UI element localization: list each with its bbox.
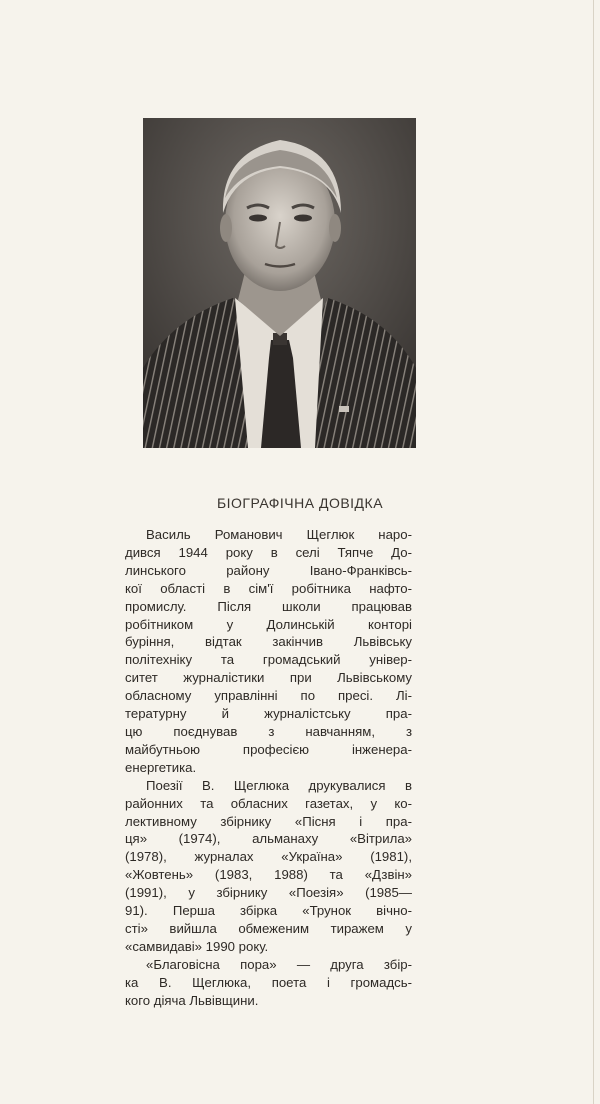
portrait-image [143,118,416,448]
text-line: (1991), у збірнику «Поезія» (1985— [125,885,412,901]
text-line: (1978), журналах «Україна» (1981), [125,849,412,865]
text-line: ця» (1974), альманаху «Вітрила» [125,831,412,847]
text-line: районних та обласних газетах, у ко- [125,795,412,811]
text-line: Поезії В. Щеглюка друкувалися в [146,777,412,793]
text-line: майбутньою професією інженера- [125,741,412,757]
bio-paragraph-2 [125,777,412,956]
text-line: сті» вийшла обмеженим тиражем у [125,920,412,936]
biography-text [125,526,412,1009]
text-line: кого діяча Львівщини. [125,992,259,1008]
text-line: линського району Івано-Франківсь- [125,562,412,578]
page-edge [593,0,594,1104]
text-line: лективному збірнику «Пісня і пра- [125,813,412,829]
text-line: робітником у Долинській конторі [125,616,412,632]
bio-paragraph-1 [125,526,412,777]
text-line: промислу. Після школи працював [125,598,412,614]
author-portrait-photo [143,118,416,448]
text-line: буріння, відтак закінчив Львівську [125,634,412,650]
text-line: політехніку та громадський універ- [125,652,412,668]
text-line: дився 1944 року в селі Тяпче До- [125,544,412,560]
text-line: «Жовтень» (1983, 1988) та «Дзвін» [125,867,412,883]
text-line: «самвидаві» 1990 року. [125,938,269,954]
text-line: енергетика. [125,759,197,775]
text-line: Василь Романович Щеглюк наро- [146,527,412,542]
section-heading: БІОГРАФІЧНА ДОВІДКА [216,495,384,511]
text-line: ка В. Щеглюка, поета і громадсь- [125,974,412,990]
text-line: «Благовісна пора» — друга збір- [146,956,412,972]
bio-paragraph-3 [125,956,412,1010]
text-line: кої області в сім'ї робітника нафто- [125,580,412,596]
text-line: цю поєднував з навчанням, з [125,723,412,739]
text-line: ситет журналістики при Львівському [125,670,412,686]
text-line: 91). Перша збірка «Трунок вічно- [125,903,412,919]
text-line: обласному управлінні по пресі. Лі- [125,688,412,704]
text-line: тературну й журналістську пра- [125,706,412,722]
